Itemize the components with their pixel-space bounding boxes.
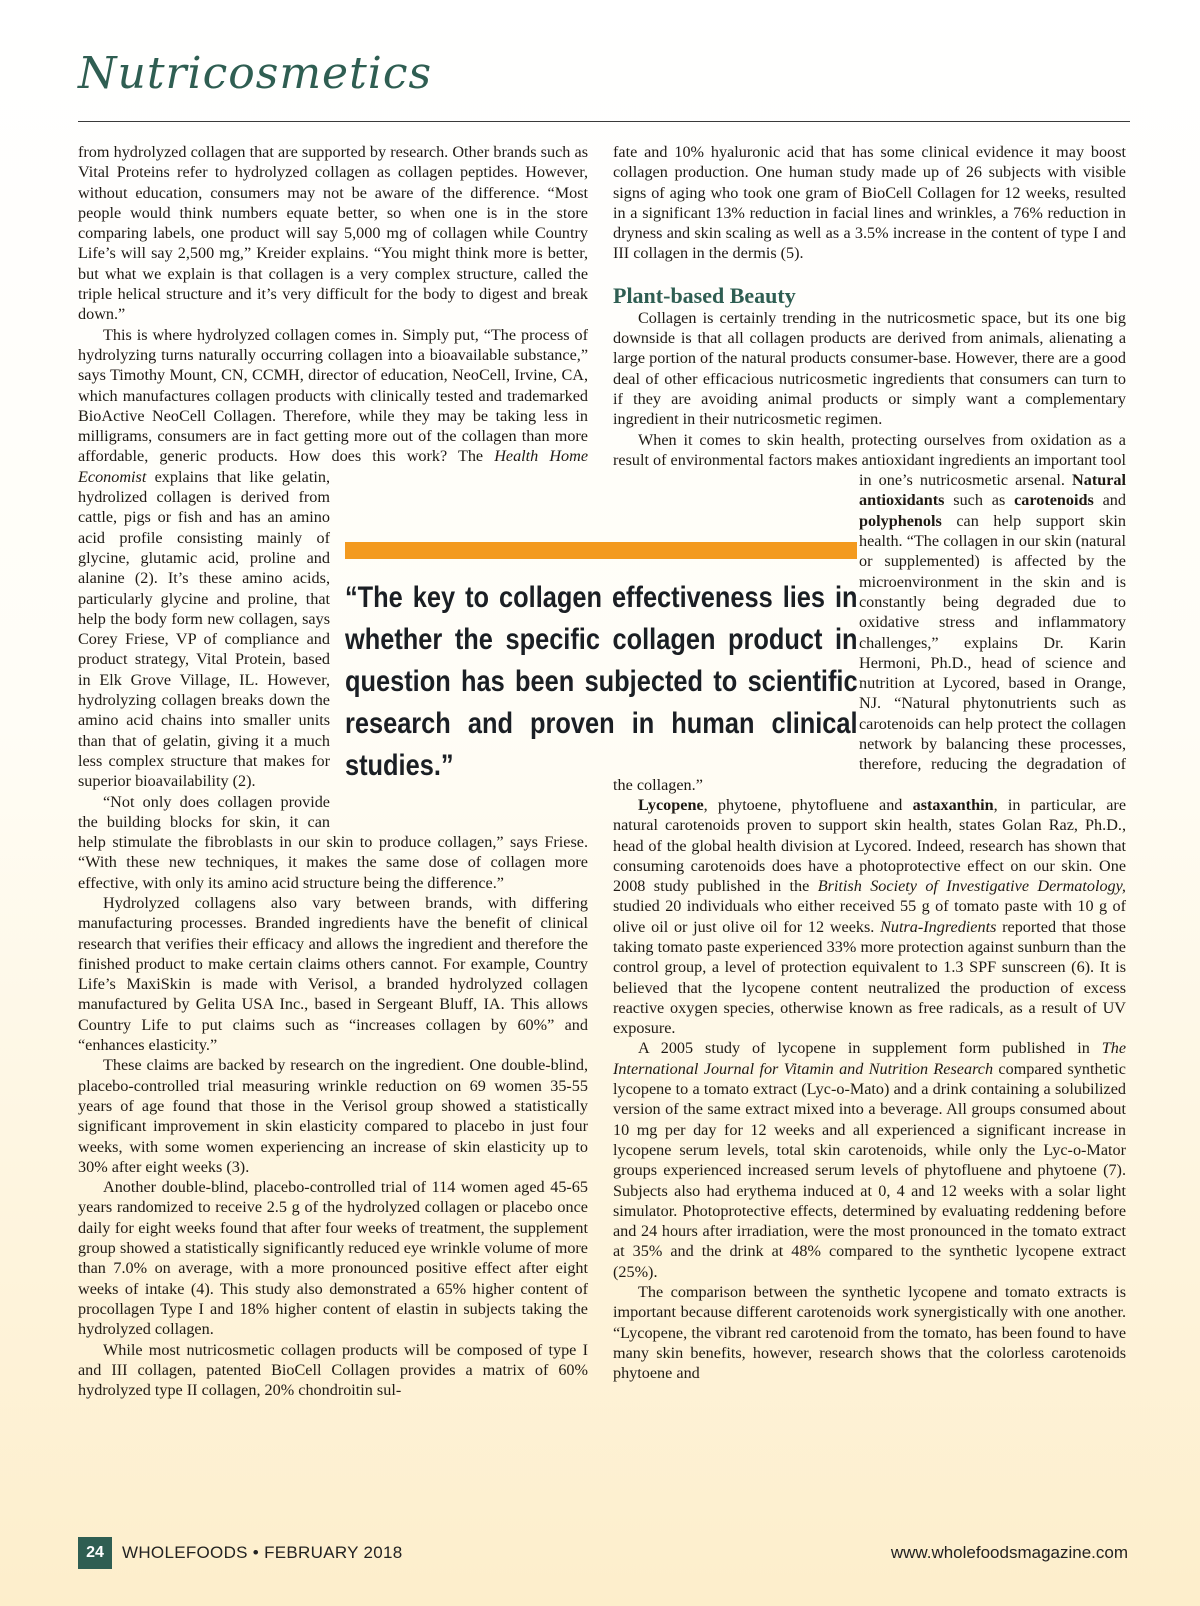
bold-term: polyphenols: [859, 511, 942, 530]
paragraph: [613, 795, 1126, 1039]
header-divider: [78, 121, 1130, 122]
publication-name: Health Home Economist: [78, 447, 589, 486]
paragraph: These claims are backed by research on the ingredient. One double-blind, placebo-controlled trial measuring wrinkle reduction on 69 women 35-55 years of age found that those in the Verisol group showed a statistically significant improvement in skin elasticity compared to placebo in just four weeks, with some women experiencing an increase of skin elasticity up to 30% after eight weeks (3).: [78, 1056, 588, 1176]
pullquote: [345, 542, 857, 787]
paragraph: While most nutricosmetic collagen products will be composed of type I and III collagen, patented BioCell Collagen provides a matrix of 60% hydrolyzed type II collagen, 20% chondroitin sul-: [78, 1340, 588, 1400]
page-footer: [78, 1537, 1128, 1571]
paragraph: from hydrolyzed collagen that are supported by research. Other brands such as Vital Proteins refer to hydrolyzed collagen as collagen peptides. However, without education, consumers may not be aware of the difference. “Most people would think numbers equate better, so when one is in the store comparing labels, one product will say 5,000 mg of collagen while Country Life’s will say 2,500 mg,” Kreider explains. “You might think more is better, but what we explain is that collagen is a very complex structure, called the triple helical structure and it’s very difficult for the body to digest and break down.”: [78, 143, 588, 324]
paragraph: [613, 1038, 1126, 1282]
pullquote-accent-bar: [345, 542, 857, 559]
publication-name: The International Journal for Vitamin and Nutrition Research: [613, 1039, 1126, 1078]
subheading: Plant-based Beauty: [613, 282, 796, 308]
text-run: This is where hydrolyzed collagen comes in. Simply put, “The process of hydrolyzing turns naturally occurring collagen into a bioavailable substance,” says Timothy Mount, CN, CCMH, director of education, NeoCell, Irvine, CA, which manufactures collagen products with clinically tested and trademarked BioActive NeoCell Collagen. Therefore, while they may be taking less in milligrams, consumers are in fact getting more out of the collagen than more affordable, generic products. How does this work? The: [78, 325, 588, 466]
text-run: explains that like gelatin, hydrolized collagen is derived from cattle, pigs or fish and has an amino acid profile consisting mainly of glycine, glutamic acid, proline and alanine (2). It’s these amino acids, particularly glycine and proline, that help the body form new collagen, says Corey Friese, VP of compliance and product strategy, Vital Protein, based in Elk Grove Village, IL. However, hydrolyzing collagen breaks down the amino acid chains into smaller units than that of gelatin, giving it a much less complex structure that makes for superior bioavailability (2).: [78, 467, 330, 791]
text-run: A 2005 study of lycopene in supplement form published in: [638, 1039, 1102, 1058]
text-run: and: [1093, 491, 1126, 510]
publication-name: Nutra-Ingredients: [880, 917, 997, 936]
page-number: 24: [78, 1537, 112, 1569]
text-run: such as: [944, 491, 1015, 510]
paragraph: Collagen is certainly trending in the nutricosmetic space, but its one big downside is that all collagen products are derived from animals, alienating a large portion of the natural products consumer-base. However, there are a good deal of other efficacious nutricosmetic ingredients that consumers can turn to if they are avoiding animal products or simply want a complementary ingredient in their nutricosmetic regimen.: [613, 308, 1126, 429]
text-run: , phytoene, phytofluene and: [703, 795, 913, 814]
publication-name: British Society of Investigative Dermatology,: [817, 877, 1126, 896]
paragraph: “Not only does collagen provide the building blocks for skin, it can help stimulate the fibroblasts in our skin to produce collagen,” says Friese. “With these new techniques, it makes the same dose of collagen more effective, with only its amino acid structure being the difference.”: [78, 792, 588, 892]
text-run: can help support skin health. “The collagen in our skin (natural or supplemented) is affected by the microenvironment in the skin and is constantly being degraded due to oxidative stress and inflammatory challenges,” explains Dr. Karin Hermoni, Ph.D., head of science and nutrition at Lycored, based in Orange, NJ. “Natural phytonutrients such as carotenoids can help protect the collagen network by balancing these processes, therefore, reducing the degradation of the collagen.”: [613, 511, 1126, 794]
publication-info: WHOLEFOODS • FEBRUARY 2018: [122, 1543, 403, 1562]
bold-term: Natural antioxidants: [859, 471, 1126, 510]
text-run: compared synthetic lycopene to a tomato extract (Lyc-o-Mato) and a drink containing a solubilized version of the same extract mixed into a beverage. All groups consumed about 10 mg per day for 12 weeks and all experienced a significant increase in lycopene serum levels, total skin carotenoids, while only the Lyc-o-Mator groups experienced increased serum levels of phytofluene and phytoene (7). Subjects also had erythema induced at 0, 4 and 12 weeks with a solar light simulator. Photoprotective effects, determined by evaluating reddening before and 24 hours after irradiation, were the most pronounced in the tomato extract at 35% and the drink at 48% compared to the synthetic lycopene extract (25%).: [613, 1059, 1126, 1281]
text-run: reported that those taking tomato paste experienced 33% more protection against sunburn than the control group, a level of protection equivalent to 1.3 SPF sunscreen (6). It is believed that the lycopene content neutralized the production of excess reactive oxygen species, otherwise known as free radicals, as a result of UV exposure.: [613, 917, 1126, 1038]
bold-term: Lycopene: [638, 795, 704, 814]
paragraph: The comparison between the synthetic lycopene and tomato extracts is important because different carotenoids work synergistically with one another. “Lycopene, the vibrant red carotenoid from the tomato, has been found to have many skin benefits, however, research shows that the colorless carotenoids phytoene and: [613, 1283, 1126, 1383]
text-run: When it comes to skin health, protecting ourselves from oxidation as a result of environmental factors makes antioxidant ingredients an important tool in one’s nutricosmetic arsenal.: [613, 430, 1126, 490]
paragraph: fate and 10% hyaluronic acid that has some clinical evidence it may boost collagen production. One human study made up of 26 subjects with visible signs of aging who took one gram of BioCell Collagen for 12 weeks, resulted in a significant 13% reduction in facial lines and wrinkles, a 76% reduction in dryness and skin scaling as well as a 3.5% increase in the content of type I and III collagen in the dermis (5).: [613, 143, 1126, 263]
paragraph: Another double-blind, placebo-controlled trial of 114 women aged 45-65 years randomized to receive 2.5 g of the hydrolyzed collagen or placebo once daily for eight weeks found that after four weeks of treatment, the supplement group showed a statistically significantly reduced eye wrinkle volume of more than 7.0% on average, with a more pronounced positive effect after eight weeks of intake (4). This study also demonstrated a 65% higher content of procollagen Type I and 18% higher content of elastin in subjects taking the hydrolyzed collagen.: [78, 1178, 588, 1339]
text-run: studied 20 individuals who either received 55 g of tomato paste with 10 g of olive oil or just olive oil for 12 weeks.: [613, 897, 1126, 936]
paragraph: Hydrolyzed collagens also vary between brands, with differing manufacturing processes. Branded ingredients have the benefit of clinical research that verifies their efficacy and allows the ingredient and therefore the finished product to make certain claims others cannot. For example, Country Life’s MaxiSkin is made with Verisol, a branded hydrolyzed collagen manufactured by Gelita USA Inc., based in Sergeant Bluff, IA. This allows Country Life to put claims such as “increases collagen by 60%” and “enhances elasticity.”: [78, 893, 588, 1055]
bold-term: carotenoids: [1014, 491, 1094, 510]
bold-term: astaxanthin: [912, 795, 994, 814]
text-run: , in particular, are natural carotenoids proven to support skin health, states Golan Raz, Ph.D., head of the global health division at Lycored. Indeed, research has shown that consuming carotenoids does have a photoprotective effect on our skin. One 2008 study published in the: [613, 795, 1127, 896]
section-title: Nutricosmetics: [78, 48, 433, 99]
website-link[interactable]: www.wholefoodsmagazine.com: [890, 1543, 1128, 1562]
pullquote-text: “The key to collagen effectiveness lies in whether the specific collagen product in question has been subjected to scientific research and proven in human clinical studies.”: [345, 581, 858, 782]
